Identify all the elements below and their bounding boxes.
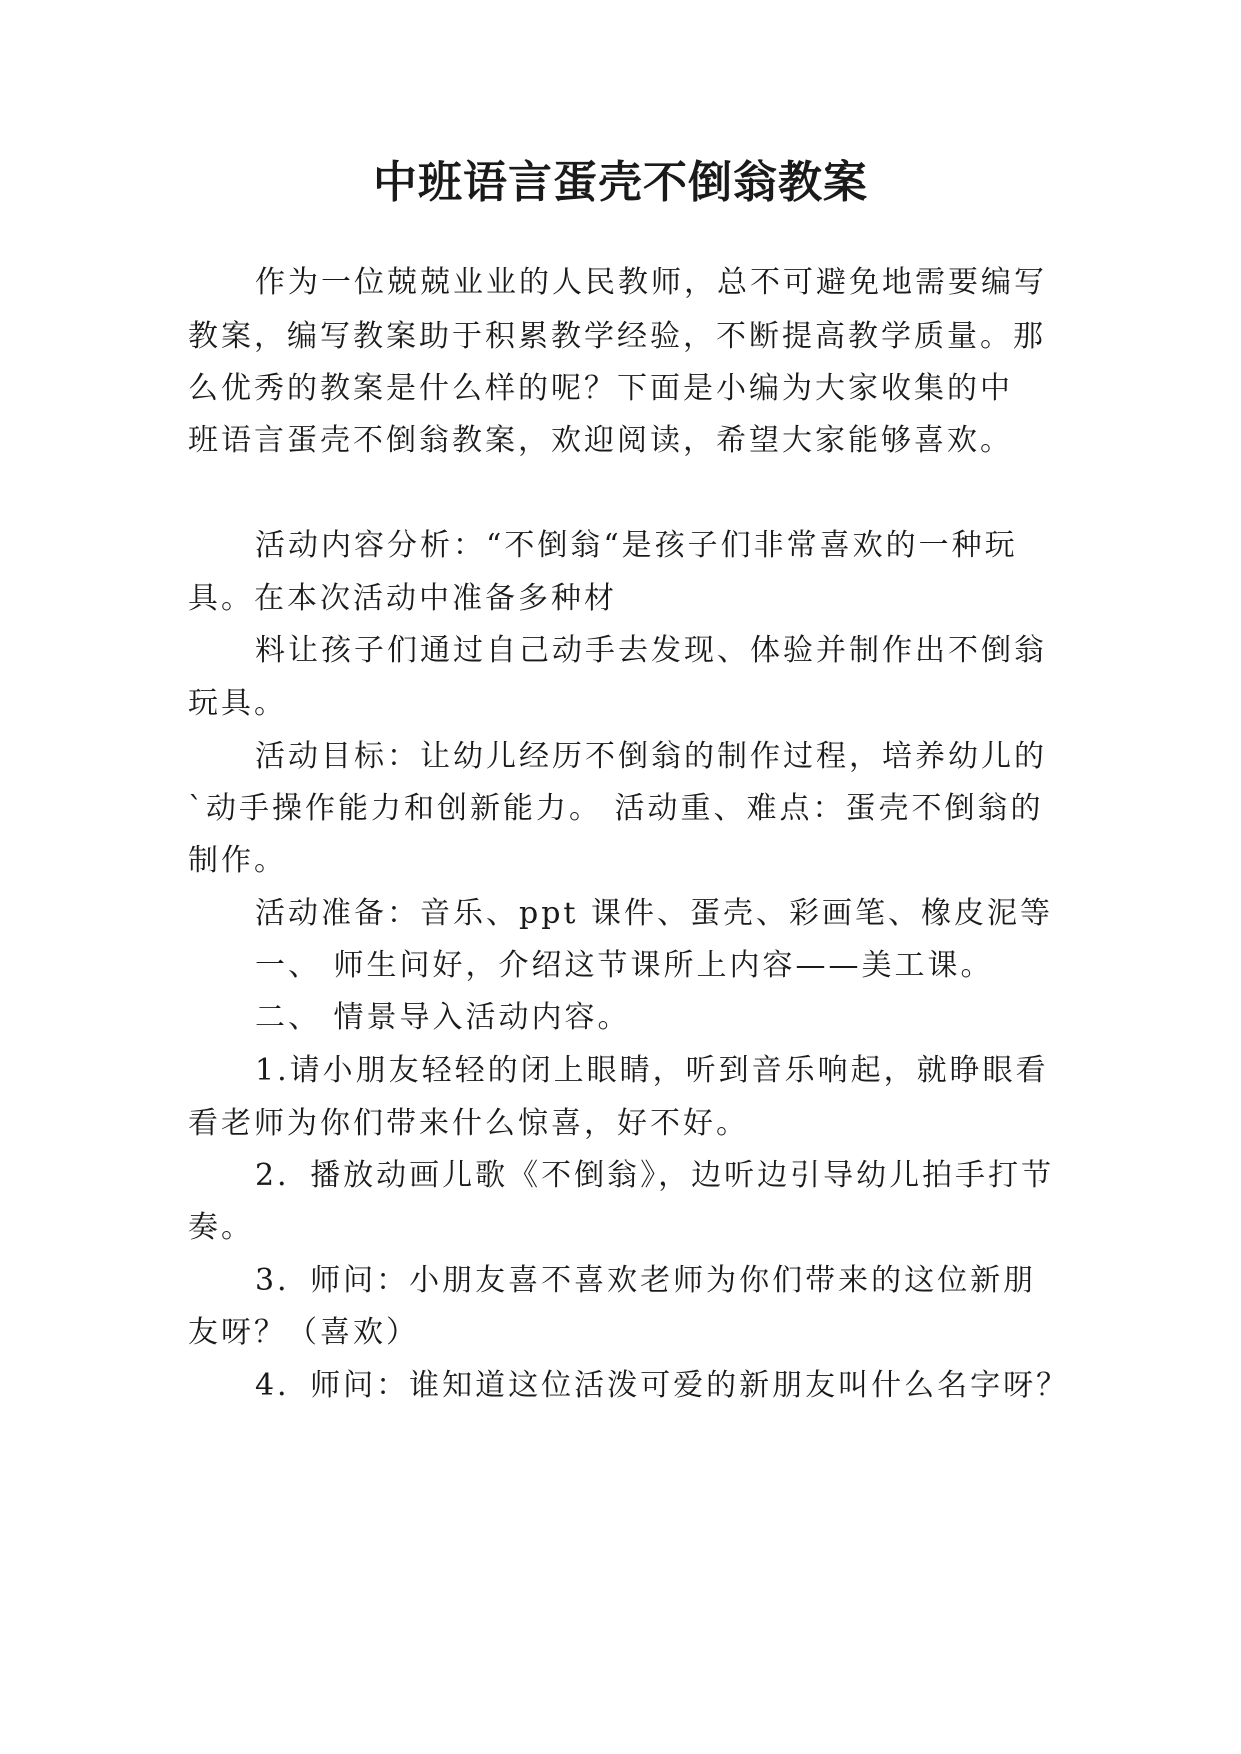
paragraph-line: 二、 情景导入活动内容。 [255,1000,631,1035]
paragraph-line: 活动目标：让幼儿经历不倒翁的制作过程，培养幼儿的 [255,739,1047,774]
paragraph-line: 奏。 [188,1210,254,1245]
paragraph-line: 具。在本次活动中准备多种材 [188,581,617,616]
paragraph-line: 活动准备：音乐、ppt 课件、蛋壳、彩画笔、橡皮泥等 [255,896,1053,931]
paragraph-line: 看老师为你们带来什么惊喜，好不好。 [188,1106,749,1141]
document-title: 中班语言蛋壳不倒翁教案 [373,157,868,208]
paragraph-line: 么优秀的教案是什么样的呢？下面是小编为大家收集的中 [188,371,1013,406]
paragraph-line: 料让孩子们通过自己动手去发现、体验并制作出不倒翁 [255,633,1047,668]
paragraph-line: 3．师问：小朋友喜不喜欢老师为你们带来的这位新朋 [255,1263,1037,1298]
paragraph-line: 一、 师生问好，介绍这节课所上内容——美工课。 [255,948,994,983]
paragraph-line: 2．播放动画儿歌《不倒翁》，边听边引导幼儿拍手打节 [255,1158,1055,1193]
paragraph-line: 活动内容分析：“不倒翁“是孩子们非常喜欢的一种玩 [255,528,1018,563]
paragraph-line: 玩具。 [188,686,287,721]
paragraph-line: 班语言蛋壳不倒翁教案，欢迎阅读，希望大家能够喜欢。 [188,423,1013,458]
paragraph-line: 4．师问：谁知道这位活泼可爱的新朋友叫什么名字呀？ [255,1368,1070,1403]
paragraph-line: `动手操作能力和创新能力。 活动重、难点：蛋壳不倒翁的 [188,791,1044,826]
paragraph-line: 作为一位兢兢业业的人民教师，总不可避免地需要编写 [255,265,1047,300]
paragraph-line: 教案，编写教案助于积累教学经验，不断提高教学质量。那 [188,319,1046,354]
paragraph-line: 制作。 [188,843,287,878]
paragraph-line: 1.请小朋友轻轻的闭上眼睛，听到音乐响起，就睁眼看 [255,1053,1049,1088]
paragraph-line: 友呀？（喜欢） [188,1315,419,1350]
